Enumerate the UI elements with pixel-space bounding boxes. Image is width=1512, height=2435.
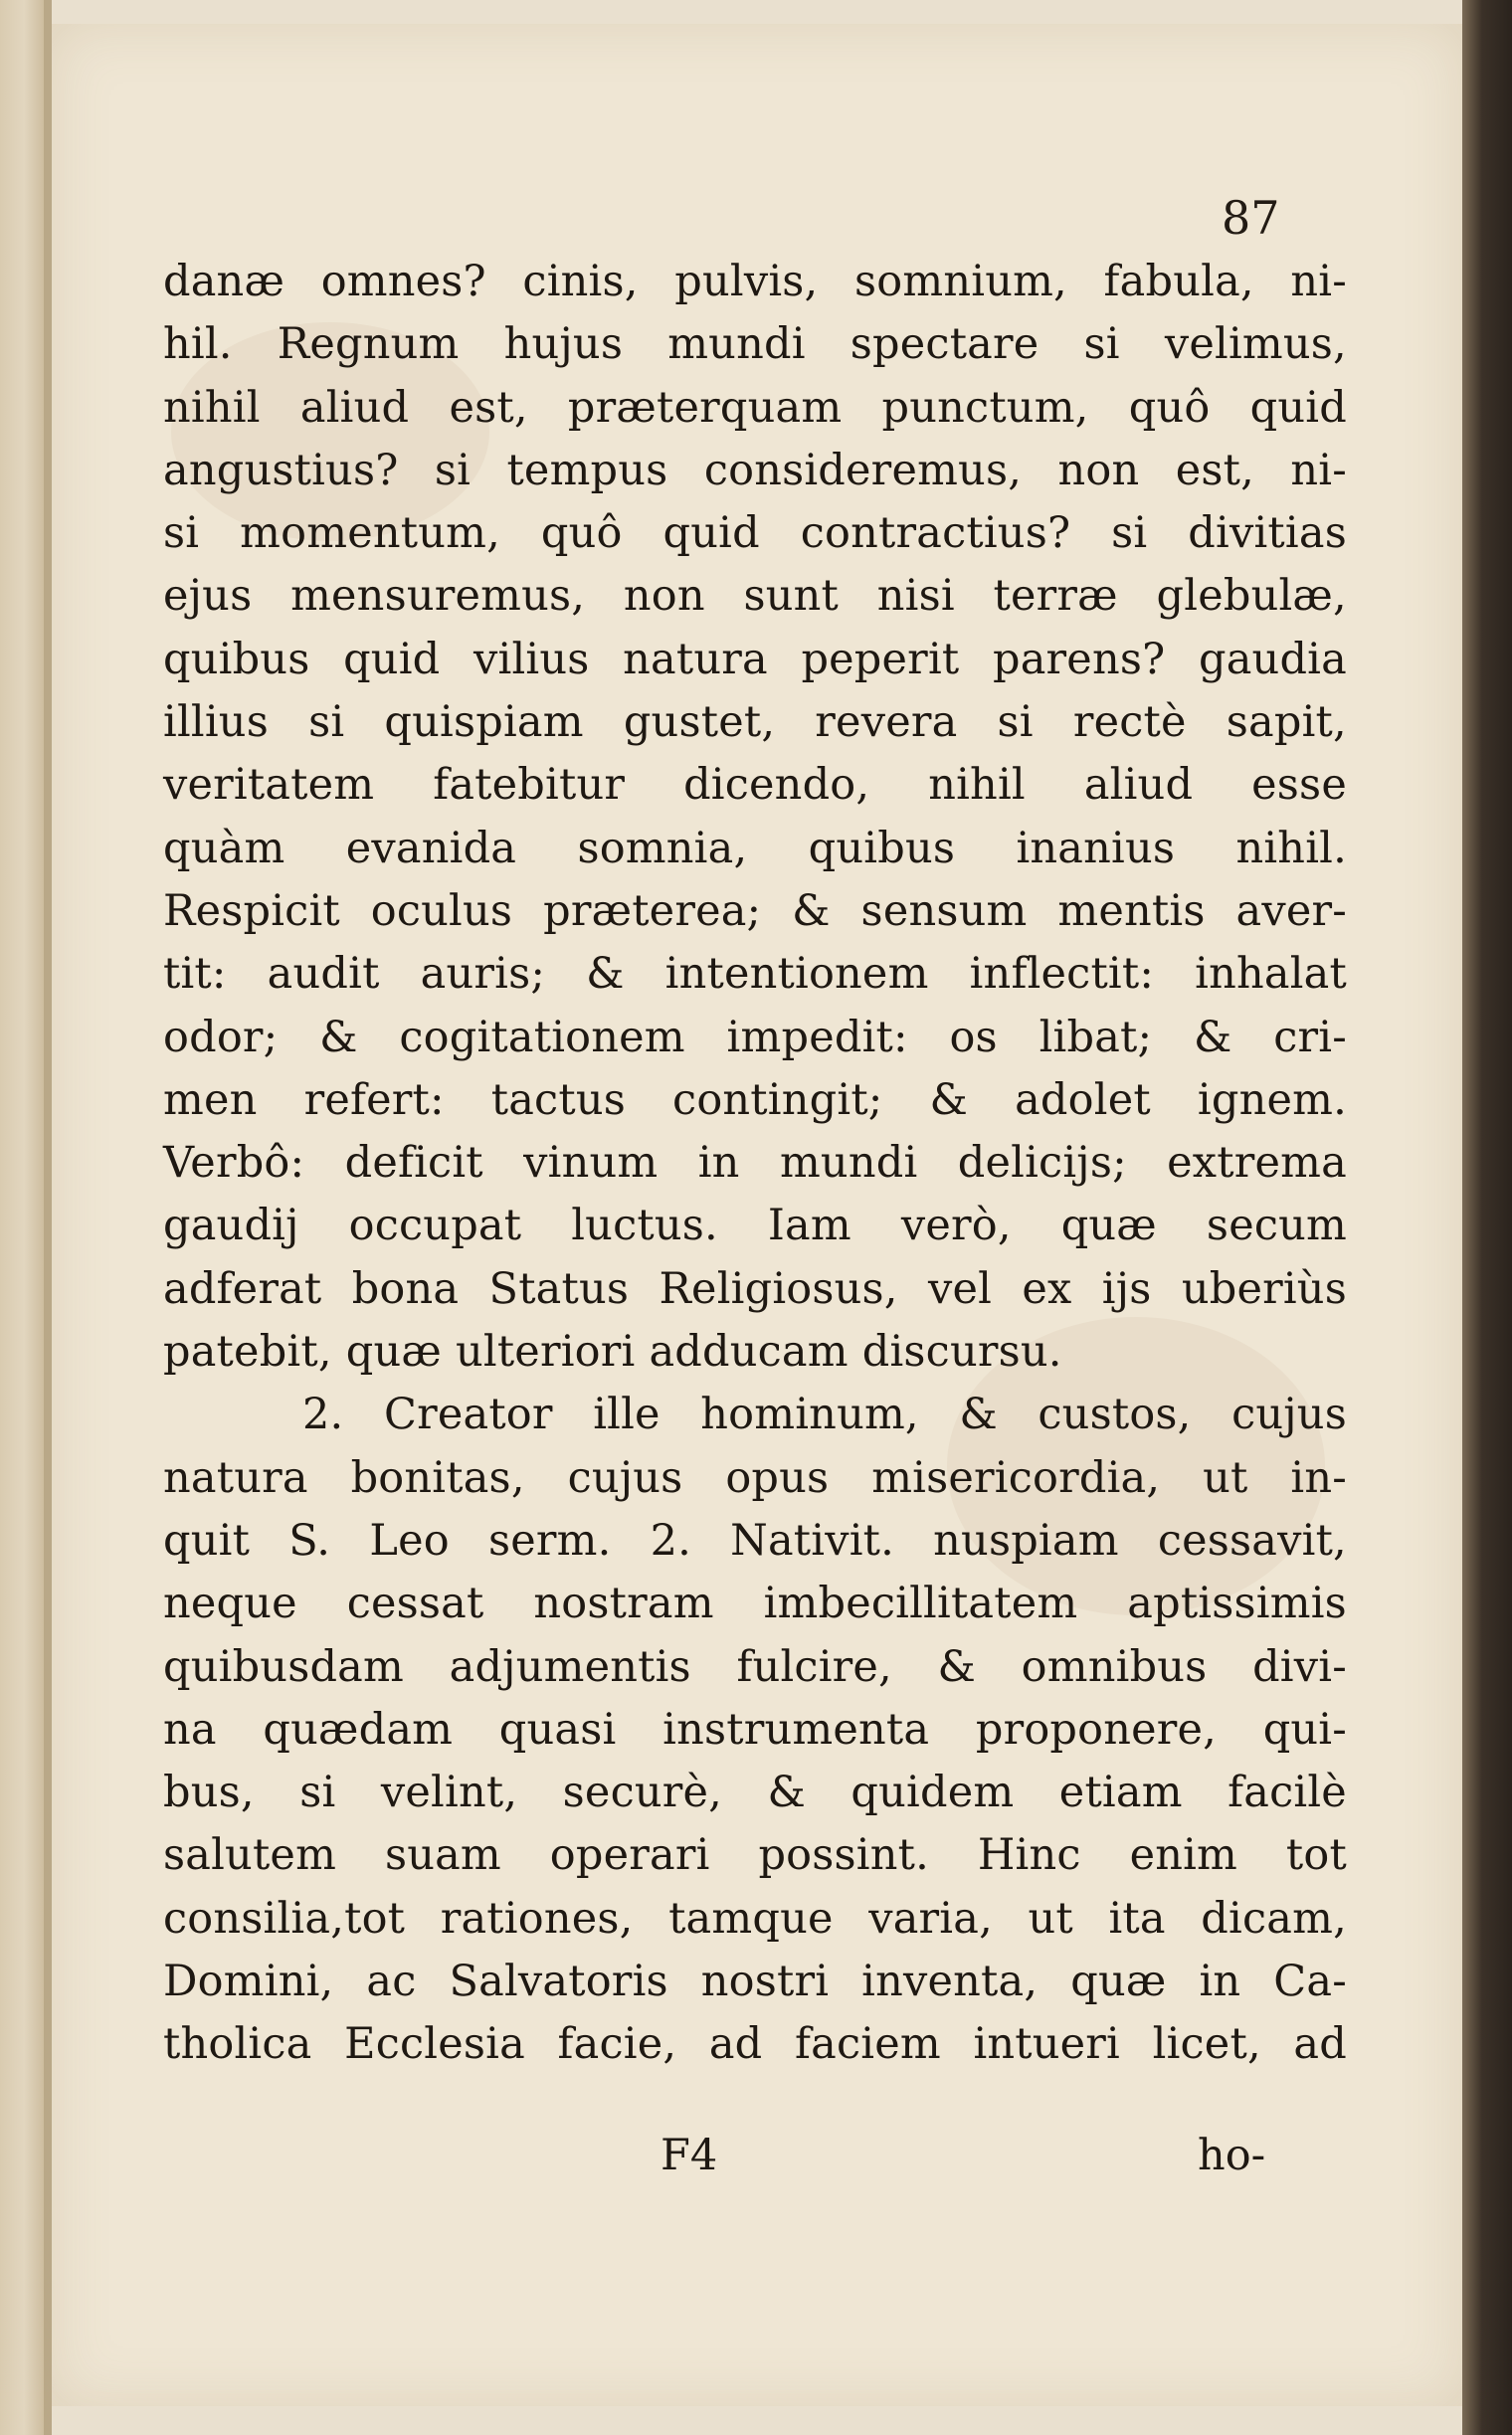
word: velint, [380,1768,518,1818]
word: si [1111,508,1148,559]
word: dicendo, [683,760,870,811]
word: in [1199,1957,1241,2007]
word: quibus [808,823,956,873]
word: ac [366,1957,417,2007]
word: esse [1251,760,1347,811]
word: tactus [490,1074,626,1125]
word: quibus [163,634,310,684]
word: si [997,697,1034,748]
word: neque [163,1579,297,1629]
word: fatebitur [433,760,626,811]
word: tamque [668,1893,834,1944]
word: quasi [498,1704,617,1755]
word: quædam [263,1704,454,1755]
word: rectè [1072,697,1187,748]
word: bonitas, [350,1452,525,1503]
word: non [1057,445,1140,495]
word: custos, [1038,1390,1192,1440]
word: suam [384,1830,501,1881]
word: cogitationem [399,1012,685,1062]
word: vinum [523,1138,659,1189]
word: contingit; [672,1074,883,1125]
word: glebulæ, [1156,571,1347,622]
text-line [163,943,1347,1006]
text-line [163,1699,1347,1762]
word: rationes, [440,1893,634,1944]
word: extrema [1167,1138,1347,1189]
word: bona [351,1263,460,1314]
word: libat; [1039,1012,1153,1062]
word: adolet [1015,1074,1151,1125]
word: somnia, [577,823,748,873]
word: gustet, [623,697,776,748]
word: gaudia [1198,634,1347,684]
word: & [586,949,625,1000]
text-line [163,1762,1347,1824]
word: adferat [163,1263,322,1314]
text-line [163,629,1347,691]
text-line [163,1888,1347,1951]
word: vilius [473,634,590,684]
word: non [623,571,705,622]
word: pulvis, [674,257,819,306]
word: bus, [163,1768,255,1818]
word: proponere, [975,1704,1218,1755]
text-line [163,1824,1347,1887]
word: nostri [700,1957,830,2007]
word: operari [549,1830,710,1881]
word: impedit: [726,1012,908,1062]
word: præterea; [543,885,762,936]
word: vel [927,1263,993,1314]
word: men [163,1074,258,1125]
word: aptissimis [1127,1579,1347,1629]
word: Ecclesia [344,2019,525,2070]
word: ejus [163,571,253,622]
word: si [434,445,472,495]
word: delicijs; [957,1138,1127,1189]
word: uberiùs [1181,1263,1347,1314]
word: est, [1175,445,1254,495]
word: tempus [506,445,668,495]
word: instrumenta [662,1704,930,1755]
word: quô [1128,382,1211,433]
word: sunt [743,571,840,622]
word: tholica [163,2019,312,2070]
text-line [163,880,1347,943]
word: Iam [767,1201,851,1251]
word: quô [540,508,623,559]
word: omnibus [1021,1641,1208,1692]
word: quidem [850,1768,1015,1818]
word: aliud [1083,760,1194,811]
word: ad [708,2019,763,2070]
word: danæ [163,257,285,306]
word: qui- [1262,1704,1347,1755]
word: Status [488,1263,630,1314]
word: & [937,1641,977,1692]
word: Regnum [277,319,460,370]
word: ex [1022,1263,1072,1314]
word: verò, [900,1201,1012,1251]
word: cessavit, [1157,1515,1347,1566]
text-line [163,1636,1347,1699]
word: parens? [992,634,1166,684]
word: ijs [1101,1263,1152,1314]
word: misericordia, [871,1452,1161,1503]
word: natura [623,634,768,684]
word: aliud [299,382,410,433]
word: est, [449,382,528,433]
text-line [163,1069,1347,1132]
word: ignem. [1197,1074,1347,1125]
word: gaudij [163,1201,299,1251]
word: facilè [1228,1768,1347,1818]
word: illius [163,697,269,748]
word: ut [1028,1893,1073,1944]
word: ille [593,1390,661,1440]
word: etiam [1058,1768,1183,1818]
word: & [1194,1012,1232,1062]
word: Nativit. [730,1515,895,1566]
word: adducam [649,1327,849,1378]
word: nihil [163,382,261,433]
word: audit [267,949,380,1000]
word: Ca- [1273,1957,1347,2007]
text-line [163,251,1347,313]
word: Hinc [977,1830,1081,1881]
word: Religiosus, [659,1263,898,1314]
previous-page-edge [0,0,44,2435]
word: imbecillitatem [763,1579,1078,1629]
word: mundi [779,1138,918,1189]
word: nihil [928,760,1026,811]
word: tit: [163,949,227,1000]
gutter [44,0,52,2435]
word: dicam, [1201,1893,1347,1944]
word: spectare [850,319,1040,370]
word: hil. [163,319,233,370]
word: velimus, [1164,319,1347,370]
word: quibusdam [163,1641,404,1692]
word: luctus. [571,1201,718,1251]
word: inventa, [861,1957,1039,2007]
text-line [163,818,1347,880]
catchword: ho- [1198,2131,1266,2180]
word: inhalat [1195,949,1347,1000]
word: aver- [1235,885,1347,936]
word: securè, [562,1768,723,1818]
text-line [163,1258,1347,1321]
word: Creator [383,1390,553,1440]
page-number: 87 [1222,191,1280,245]
word: Verbô: [163,1138,305,1189]
text-line [163,1951,1347,2013]
word: adjumentis [449,1641,691,1692]
word: contractius? [800,508,1071,559]
text-line [163,502,1347,565]
word: nostram [533,1579,714,1629]
word: evanida [345,823,517,873]
word: fabula, [1103,257,1254,306]
word: 2. [650,1515,692,1566]
word: & [319,1012,358,1062]
word: & [929,1074,969,1125]
text-line [163,565,1347,628]
word: opus [725,1452,830,1503]
word: nuspiam [933,1515,1119,1566]
word: ita [1108,1893,1166,1944]
word: inanius [1016,823,1176,873]
word: angustius? [163,445,399,495]
word: patebit, [163,1327,332,1378]
word: varia, [868,1893,993,1944]
word: cinis, [522,257,639,306]
word: salutem [163,1830,337,1881]
word: faciem [795,2019,941,2070]
word: si [308,697,345,748]
word: Respicit [163,885,340,936]
word: si [163,508,200,559]
text-line [163,754,1347,817]
word: serm. [487,1515,612,1566]
text-line [163,2013,1347,2076]
word: ni- [1290,257,1347,306]
word: cri- [1273,1012,1347,1062]
word: divitias [1188,508,1347,559]
body-text [163,251,1347,2077]
text-line [163,691,1347,754]
word: enim [1129,1830,1238,1881]
word: nisi [876,571,955,622]
word: quid [1249,382,1347,433]
word: ad [1293,2019,1347,2070]
word: cessat [346,1579,484,1629]
word: fulcire, [736,1641,892,1692]
word: odor; [163,1012,279,1062]
word: sapit, [1226,697,1347,748]
word: secum [1206,1201,1347,1251]
word: discursu. [861,1327,1062,1378]
word: terræ [993,571,1118,622]
word: cujus [567,1452,683,1503]
word: quid [662,508,760,559]
word: quàm [163,823,285,873]
word: veritatem [163,760,375,811]
word: S. [288,1515,331,1566]
text-line [163,313,1347,376]
word: somnium, [854,257,1067,306]
word: 2. [302,1390,344,1440]
word: hujus [503,319,624,370]
text-line [163,1195,1347,1257]
word: quæ [345,1327,442,1378]
word: oculus [370,885,513,936]
word: nihil. [1235,823,1347,873]
word: intueri [973,2019,1121,2070]
word: mundi [667,319,806,370]
word: Leo [369,1515,450,1566]
word: consideremus, [703,445,1023,495]
word: præterquam [567,382,843,433]
text-line [163,1384,1347,1446]
word: sensum [860,885,1028,936]
word: in- [1290,1452,1347,1503]
text-line [163,1573,1347,1635]
word: mentis [1057,885,1206,936]
word: occupat [348,1201,522,1251]
word: facie, [557,2019,677,2070]
text-line [163,1447,1347,1510]
word: & [767,1768,806,1818]
word: licet, [1152,2019,1261,2070]
word: punctum, [881,382,1089,433]
word: & [792,885,831,936]
word: si [1083,319,1120,370]
word: quispiam [384,697,584,748]
word: cujus [1231,1390,1347,1440]
word: ni- [1290,445,1347,495]
word: auris; [420,949,546,1000]
word: omnes? [320,257,486,306]
word: ulteriori [455,1327,636,1378]
word: na [163,1704,217,1755]
word: inflectit: [969,949,1155,1000]
word: revera [815,697,958,748]
word: Salvatoris [449,1957,668,2007]
word: divi- [1252,1641,1347,1692]
word: possint. [758,1830,929,1881]
word: deficit [344,1138,483,1189]
word: quid [343,634,441,684]
word: momentum, [240,508,500,559]
page-footer [163,2131,1347,2190]
word: intentionem [664,949,929,1000]
word: hominum, [700,1390,919,1440]
word: refert: [303,1074,445,1125]
page-edge-shadow [1462,0,1512,2435]
word: & [959,1390,998,1440]
text-line [163,440,1347,502]
text-line [163,1007,1347,1069]
text-line [163,1321,1347,1384]
word: tot [1285,1830,1347,1881]
word: mensuremus, [290,571,586,622]
word: consilia,tot [163,1893,406,1944]
word: quit [163,1515,251,1566]
word: si [299,1768,336,1818]
word: natura [163,1452,308,1503]
word: peperit [801,634,960,684]
text-line [163,377,1347,440]
word: in [697,1138,740,1189]
word: quæ [1070,1957,1167,2007]
text-line [163,1132,1347,1195]
word: quæ [1060,1201,1157,1251]
word: ut [1203,1452,1248,1503]
word: Domini, [163,1957,334,2007]
word: os [949,1012,998,1062]
text-line [163,1510,1347,1573]
signature-mark: F4 [661,2131,718,2180]
